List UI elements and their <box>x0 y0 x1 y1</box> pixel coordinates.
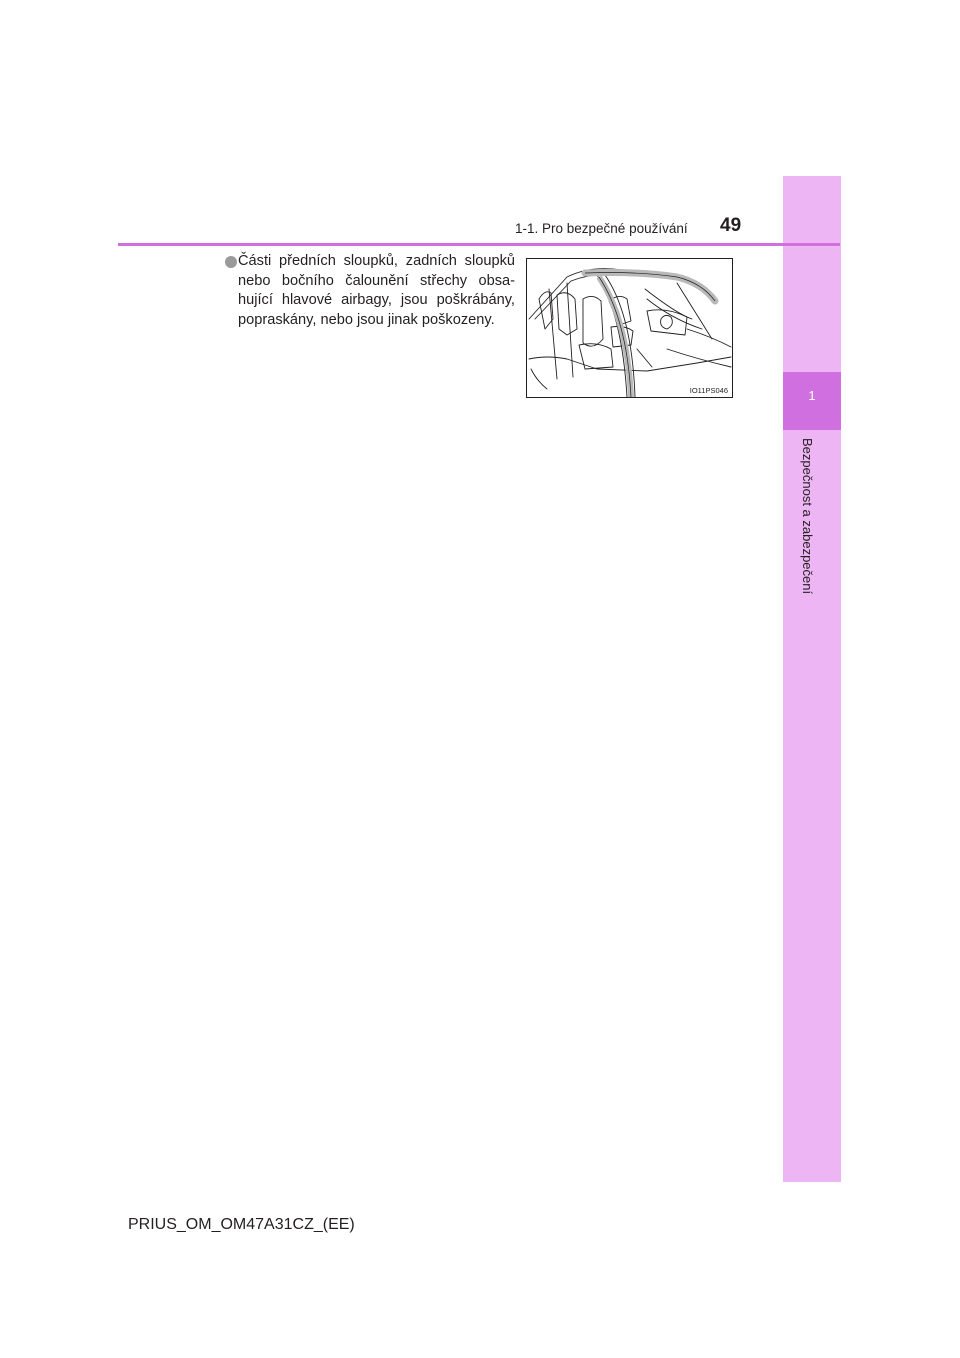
figure-code: IO11PS046 <box>689 386 728 395</box>
footer-document-id: PRIUS_OM_OM47A31CZ_(EE) <box>128 1216 355 1233</box>
curtain-airbag-illustration <box>526 258 733 398</box>
car-interior-drawing <box>527 259 732 397</box>
bullet-item <box>225 252 515 330</box>
side-tab <box>783 176 841 1182</box>
section-title: 1-1. Pro bezpečné používání <box>515 221 688 236</box>
side-tab-chapter-label: Bezpečnost a zabezpečení <box>800 438 815 595</box>
header-rule <box>118 243 840 246</box>
bullet-text: Části předních sloupků, zadních sloupků nebo bočního čalounění střechy obsa-hující hlavové airbagy, jsou poškrábány, popraskány, nebo jsou jinak poškozeny. <box>238 253 515 328</box>
bullet-icon <box>225 256 237 268</box>
page-number: 49 <box>720 215 742 236</box>
side-tab-chapter-number: 1 <box>808 388 816 403</box>
